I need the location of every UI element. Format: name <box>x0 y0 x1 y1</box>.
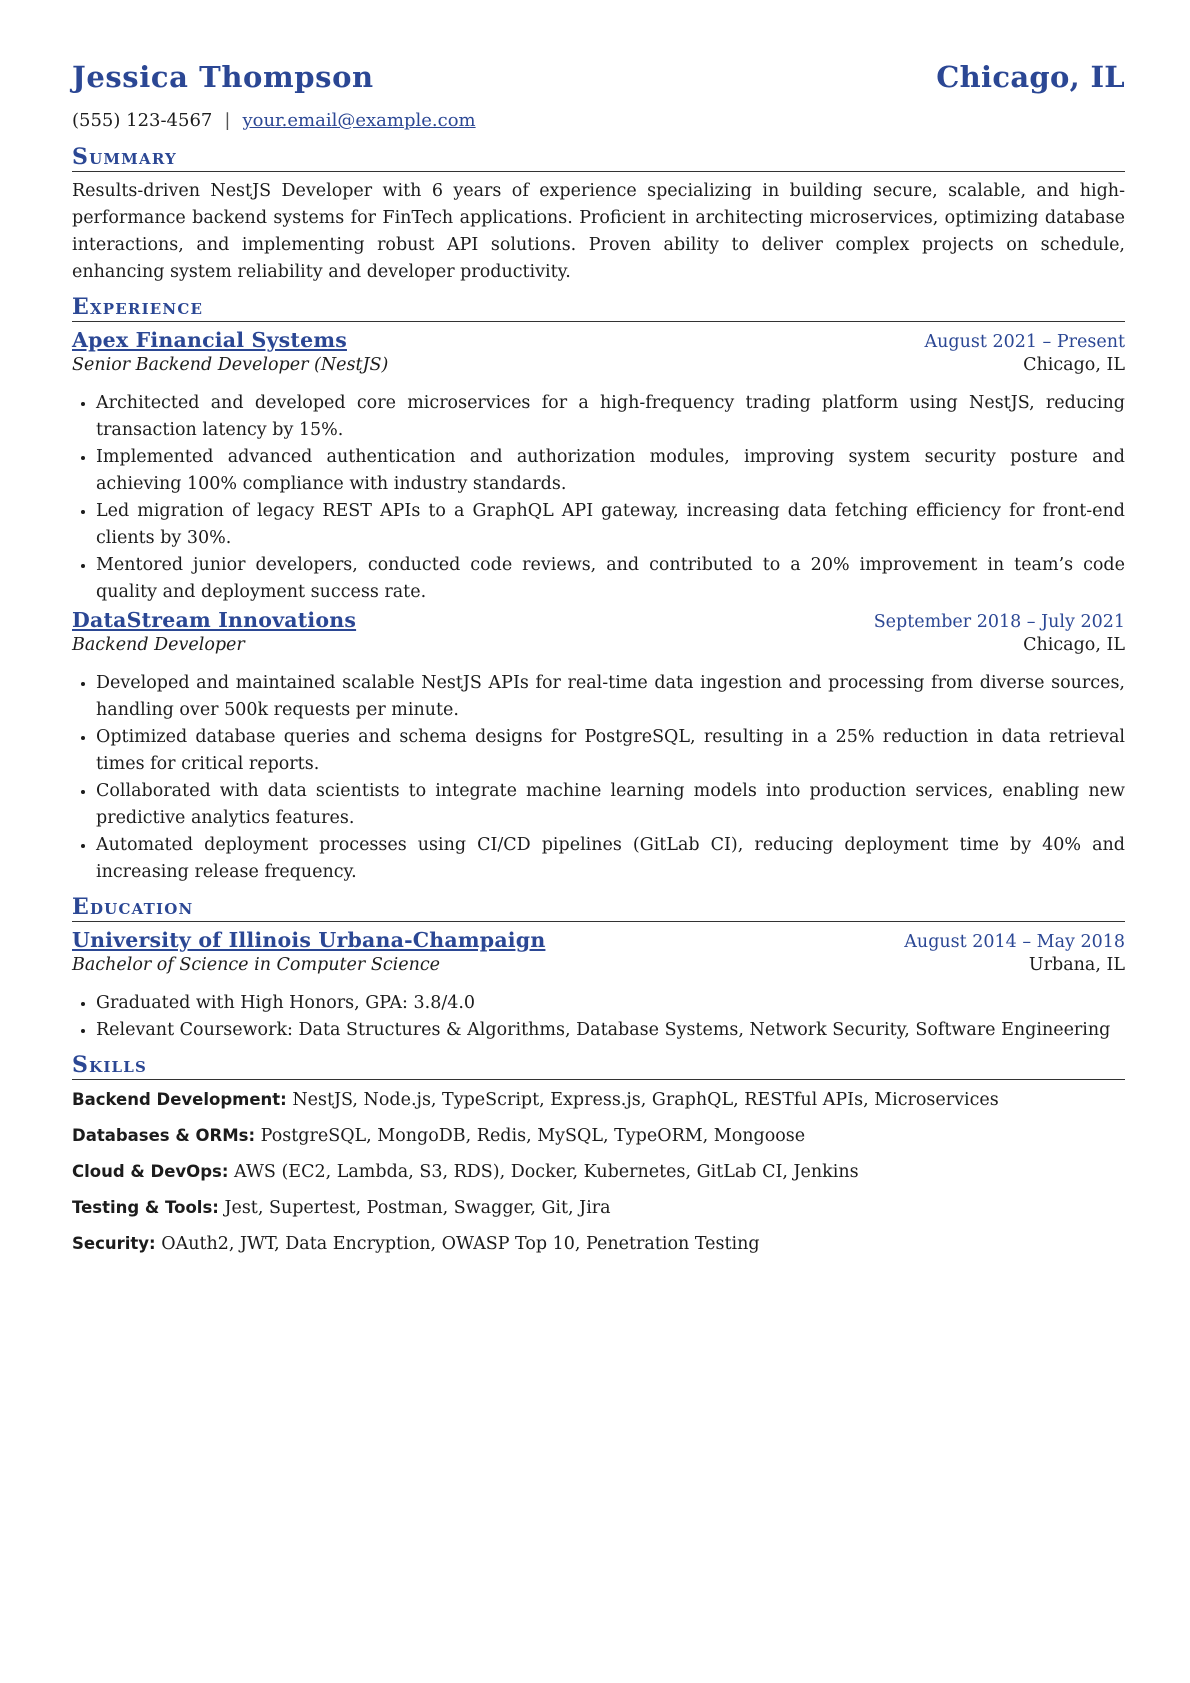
candidate-name: Jessica Thompson <box>72 60 374 94</box>
skill-label: Cloud & DevOps: <box>72 1162 229 1181</box>
section-title-skills: Skills <box>72 1052 1125 1080</box>
education-entry <box>72 928 1125 1044</box>
skill-value: PostgreSQL, MongoDB, Redis, MySQL, TypeORM, Mongoose <box>260 1126 806 1146</box>
skill-label: Databases & ORMs: <box>72 1126 256 1145</box>
job-dates: August 2021 – Present <box>924 332 1125 352</box>
skill-value: NestJS, Node.js, TypeScript, Express.js, GraphQL, RESTful APIs, Microservices <box>292 1090 999 1110</box>
phone-number: (555) 123-4567 <box>72 110 213 131</box>
contact-line <box>72 110 1125 136</box>
skill-row <box>72 1194 1125 1222</box>
section-title-education: Education <box>72 894 1125 922</box>
skill-row <box>72 1158 1125 1186</box>
job-bullet-list <box>72 390 1125 606</box>
company-name[interactable]: Apex Financial Systems <box>72 328 347 352</box>
contact-separator: | <box>224 110 231 131</box>
job-location: Chicago, IL <box>1023 355 1125 375</box>
email-link[interactable]: your.email@example.com <box>242 110 476 131</box>
section-title-experience: Experience <box>72 294 1125 322</box>
job-bullet: • Developed and maintained scalable NestJS APIs for real-time data ingestion and processing from diverse sources, handling over 500k requests per minute. <box>96 670 1125 724</box>
skill-row <box>72 1122 1125 1150</box>
school-name[interactable]: University of Illinois Urbana-Champaign <box>72 928 546 952</box>
skill-value: OAuth2, JWT, Data Encryption, OWASP Top 10, Penetration Testing <box>161 1234 760 1254</box>
skill-label: Testing & Tools: <box>72 1198 219 1217</box>
summary-text: Results-driven NestJS Developer with 6 years of experience specializing in building secure, scalable, and high-performance backend systems for FinTech applications. Proficient in architecting microservices, optimizing database interactions, and implementing robust API solutions. Proven ability to deliver complex projects on schedule, enhancing system reliability and developer productivity. <box>72 181 1125 282</box>
skill-label: Backend Development: <box>72 1090 287 1109</box>
skill-value: AWS (EC2, Lambda, S3, RDS), Docker, Kubernetes, GitLab CI, Jenkins <box>234 1162 859 1182</box>
job-bullet: • Implemented advanced authentication and authorization modules, improving system security posture and achieving 100% compliance with industry standards. <box>96 444 1125 498</box>
job-bullet: • Collaborated with data scientists to integrate machine learning models into production services, enabling new predictive analytics features. <box>96 778 1125 832</box>
job-role: Senior Backend Developer (NestJS) <box>72 355 389 375</box>
job-bullet: • Mentored junior developers, conducted code reviews, and contributed to a 20% improvement in team’s code quality and deployment success rate. <box>96 552 1125 606</box>
job-bullet: • Automated deployment processes using CI/CD pipelines (GitLab CI), reducing deployment time by 40% and increasing release frequency. <box>96 832 1125 886</box>
job-entry <box>72 608 1125 886</box>
job-bullet-list <box>72 670 1125 886</box>
skill-value: Jest, Supertest, Postman, Swagger, Git, Jira <box>224 1198 611 1218</box>
job-bullet: • Led migration of legacy REST APIs to a GraphQL API gateway, increasing data fetching efficiency for front-end clients by 30%. <box>96 498 1125 552</box>
job-role: Backend Developer <box>72 635 245 655</box>
section-title-summary: Summary <box>72 144 1125 172</box>
resume-page <box>72 60 1125 1258</box>
resume-header <box>72 60 1125 104</box>
education-location: Urbana, IL <box>1028 955 1125 975</box>
education-bullet: • Relevant Coursework: Data Structures & Algorithms, Database Systems, Network Security, Software Engineering <box>96 1017 1125 1044</box>
job-bullet: • Architected and developed core microservices for a high-frequency trading platform using NestJS, reducing transaction latency by 15%. <box>96 390 1125 444</box>
job-bullet: • Optimized database queries and schema designs for PostgreSQL, resulting in a 25% reduction in data retrieval times for critical reports. <box>96 724 1125 778</box>
education-bullet-list <box>72 990 1125 1044</box>
skill-row <box>72 1230 1125 1258</box>
job-dates: September 2018 – July 2021 <box>873 612 1125 632</box>
skill-label: Security: <box>72 1234 156 1253</box>
skill-row <box>72 1086 1125 1114</box>
education-dates: August 2014 – May 2018 <box>904 932 1125 952</box>
job-location: Chicago, IL <box>1023 635 1125 655</box>
candidate-location: Chicago, IL <box>936 60 1125 94</box>
company-name[interactable]: DataStream Innovations <box>72 608 357 632</box>
degree: Bachelor of Science in Computer Science <box>72 955 441 975</box>
job-entry <box>72 328 1125 606</box>
education-bullet: • Graduated with High Honors, GPA: 3.8/4.0 <box>96 990 1125 1017</box>
